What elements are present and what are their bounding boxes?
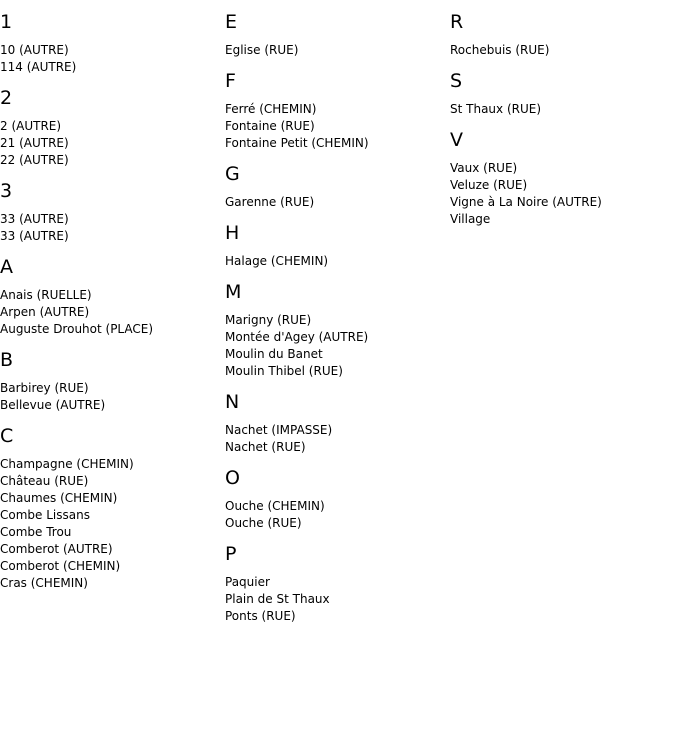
letter-group <box>225 71 450 152</box>
letter-group <box>0 181 225 245</box>
street-link[interactable]: Anais (RUELLE) <box>0 288 92 302</box>
letter-group <box>225 164 450 211</box>
street-link[interactable]: Rochebuis (RUE) <box>450 43 550 57</box>
street-link[interactable]: 22 (AUTRE) <box>0 153 69 167</box>
letter-group <box>225 392 450 456</box>
letter-group <box>0 257 225 338</box>
street-list <box>450 160 675 228</box>
street-link[interactable]: Ouche (CHEMIN) <box>225 499 325 513</box>
street-link[interactable]: Eglise (RUE) <box>225 43 299 57</box>
letter-group <box>225 468 450 532</box>
street-list <box>225 498 450 532</box>
group-letter-heading: M <box>225 281 242 303</box>
street-link[interactable]: Montée d'Agey (AUTRE) <box>225 330 369 344</box>
street-link[interactable]: Vaux (RUE) <box>450 161 518 175</box>
street-link[interactable]: 114 (AUTRE) <box>0 60 77 74</box>
group-letter-heading: C <box>0 425 14 447</box>
street-link[interactable]: Barbirey (RUE) <box>0 381 89 395</box>
letter-group <box>450 12 675 59</box>
street-link[interactable]: Bellevue (AUTRE) <box>0 398 106 412</box>
street-link[interactable]: 2 (AUTRE) <box>0 119 62 133</box>
street-list <box>0 380 225 414</box>
street-link[interactable]: Nachet (IMPASSE) <box>225 423 333 437</box>
street-link[interactable]: Veluze (RUE) <box>450 178 528 192</box>
letter-group <box>225 282 450 380</box>
street-link[interactable]: Chaumes (CHEMIN) <box>0 491 118 505</box>
street-list <box>0 287 225 338</box>
group-letter-heading: F <box>225 70 236 92</box>
group-letter-heading: 1 <box>0 11 13 33</box>
street-link[interactable]: Fontaine Petit (CHEMIN) <box>225 136 369 150</box>
street-link[interactable]: Paquier <box>225 575 270 589</box>
street-list <box>450 42 675 59</box>
letter-group <box>0 426 225 592</box>
street-link[interactable]: 33 (AUTRE) <box>0 212 69 226</box>
street-link[interactable]: Ponts (RUE) <box>225 609 296 623</box>
group-letter-heading: G <box>225 163 240 185</box>
group-letter-heading: N <box>225 391 240 413</box>
street-link[interactable]: 33 (AUTRE) <box>0 229 69 243</box>
group-letter-heading: R <box>450 11 464 33</box>
street-link[interactable]: Moulin Thibel (RUE) <box>225 364 343 378</box>
street-list <box>225 194 450 211</box>
letter-group <box>225 223 450 270</box>
street-link[interactable]: Ouche (RUE) <box>225 516 302 530</box>
street-link[interactable]: Comberot (CHEMIN) <box>0 559 121 573</box>
index-column <box>450 12 675 240</box>
street-list <box>225 42 450 59</box>
street-link[interactable]: St Thaux (RUE) <box>450 102 542 116</box>
letter-group <box>0 12 225 76</box>
letter-group <box>450 130 675 228</box>
street-list <box>225 101 450 152</box>
group-letter-heading: O <box>225 467 240 489</box>
group-letter-heading: E <box>225 11 238 33</box>
street-link[interactable]: Marigny (RUE) <box>225 313 312 327</box>
street-list <box>225 312 450 380</box>
group-letter-heading: H <box>225 222 240 244</box>
street-link[interactable]: Château (RUE) <box>0 474 89 488</box>
letter-group <box>225 12 450 59</box>
street-list <box>225 574 450 625</box>
street-list <box>225 422 450 456</box>
street-link[interactable]: Vigne à La Noire (AUTRE) <box>450 195 602 209</box>
street-list <box>225 253 450 270</box>
street-link[interactable]: Village <box>450 212 491 226</box>
street-link[interactable]: Ferré (CHEMIN) <box>225 102 317 116</box>
street-link[interactable]: Garenne (RUE) <box>225 195 315 209</box>
street-link[interactable]: Fontaine (RUE) <box>225 119 315 133</box>
letter-group <box>0 350 225 414</box>
letter-group <box>0 88 225 169</box>
street-link[interactable]: Moulin du Banet <box>225 347 323 361</box>
street-link[interactable]: Comberot (AUTRE) <box>0 542 113 556</box>
street-link[interactable]: Cras (CHEMIN) <box>0 576 88 590</box>
group-letter-heading: B <box>0 349 14 371</box>
letter-group <box>450 71 675 118</box>
street-link[interactable]: Halage (CHEMIN) <box>225 254 329 268</box>
street-link[interactable]: Nachet (RUE) <box>225 440 306 454</box>
group-letter-heading: P <box>225 543 237 565</box>
street-list <box>0 211 225 245</box>
street-link[interactable]: 10 (AUTRE) <box>0 43 69 57</box>
index-column <box>0 12 225 604</box>
street-list <box>450 101 675 118</box>
street-list <box>0 42 225 76</box>
group-letter-heading: A <box>0 256 13 278</box>
street-link[interactable]: Plain de St Thaux <box>225 592 330 606</box>
street-list <box>0 118 225 169</box>
group-letter-heading: 3 <box>0 180 13 202</box>
street-link[interactable]: Champagne (CHEMIN) <box>0 457 134 471</box>
street-link[interactable]: Combe Lissans <box>0 508 90 522</box>
street-list <box>0 456 225 592</box>
street-link[interactable]: Combe Trou <box>0 525 72 539</box>
group-letter-heading: S <box>450 70 463 92</box>
group-letter-heading: 2 <box>0 87 13 109</box>
street-link[interactable]: Arpen (AUTRE) <box>0 305 90 319</box>
group-letter-heading: V <box>450 129 463 151</box>
street-link[interactable]: Auguste Drouhot (PLACE) <box>0 322 154 336</box>
street-link[interactable]: 21 (AUTRE) <box>0 136 69 150</box>
index-column <box>225 12 450 637</box>
letter-group <box>225 544 450 625</box>
